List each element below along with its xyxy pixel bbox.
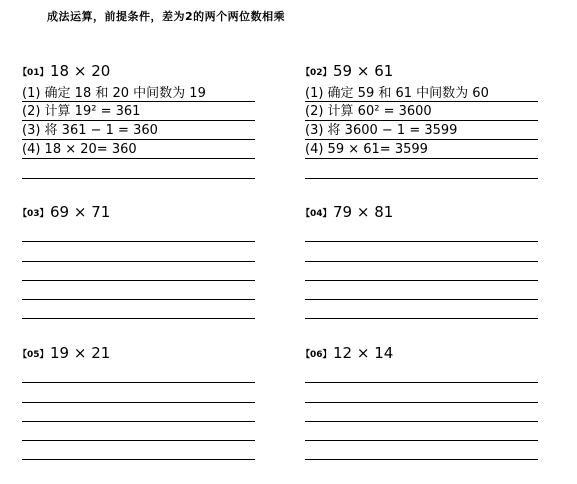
answer-line — [22, 120, 255, 121]
answer-line — [22, 402, 255, 403]
problem-number: 【05】 — [18, 350, 49, 360]
answer-line — [305, 139, 538, 140]
answer-line — [305, 280, 538, 281]
answer-line — [22, 178, 255, 179]
problem-number: 【03】 — [18, 209, 49, 219]
answer-line — [22, 459, 255, 460]
answer-line — [22, 139, 255, 140]
problem-number: 【04】 — [301, 209, 332, 219]
answer-line — [305, 241, 538, 242]
answer-line — [305, 101, 538, 102]
answer-line — [305, 158, 538, 159]
answer-line — [22, 158, 255, 159]
answer-line — [305, 421, 538, 422]
problem-number: 【01】 — [18, 68, 49, 78]
answer-line — [305, 402, 538, 403]
problem-06 — [301, 344, 541, 464]
answer-line — [305, 299, 538, 300]
answer-line — [22, 261, 255, 262]
answer-line — [305, 318, 538, 319]
step-4: (4) 18 × 20= 360 — [22, 142, 137, 157]
answer-line — [305, 178, 538, 179]
answer-line — [22, 421, 255, 422]
step-2: (2) 计算 60² = 3600 — [305, 104, 432, 119]
step-4: (4) 59 × 61= 3599 — [305, 142, 428, 157]
answer-line — [22, 101, 255, 102]
answer-line — [305, 261, 538, 262]
answer-line — [22, 280, 255, 281]
step-1: (1) 确定 59 和 61 中间数为 60 — [305, 86, 489, 101]
problem-04 — [301, 203, 541, 323]
problem-number: 【02】 — [301, 68, 332, 78]
step-3: (3) 将 361 − 1 = 360 — [22, 123, 158, 138]
page-title: 成法运算，前提条件，差为2的两个两位数相乘 — [47, 10, 286, 23]
problem-expression: 69 × 71 — [50, 203, 111, 221]
answer-line — [22, 382, 255, 383]
problem-03 — [18, 203, 258, 323]
step-3: (3) 将 3600 − 1 = 3599 — [305, 123, 458, 138]
problem-expression: 12 × 14 — [333, 344, 394, 362]
problem-expression: 18 × 20 — [50, 62, 111, 80]
step-1: (1) 确定 18 和 20 中间数为 19 — [22, 86, 206, 101]
problem-expression: 59 × 61 — [333, 62, 394, 80]
answer-line — [22, 241, 255, 242]
answer-line — [305, 120, 538, 121]
answer-line — [305, 382, 538, 383]
answer-line — [22, 318, 255, 319]
problem-05 — [18, 344, 258, 464]
problem-01 — [18, 62, 258, 182]
step-2: (2) 计算 19² = 361 — [22, 104, 141, 119]
answer-line — [305, 440, 538, 441]
answer-line — [22, 440, 255, 441]
answer-line — [305, 459, 538, 460]
answer-line — [22, 299, 255, 300]
problem-expression: 79 × 81 — [333, 203, 394, 221]
problem-number: 【06】 — [301, 350, 332, 360]
problem-02 — [301, 62, 541, 182]
problem-expression: 19 × 21 — [50, 344, 111, 362]
